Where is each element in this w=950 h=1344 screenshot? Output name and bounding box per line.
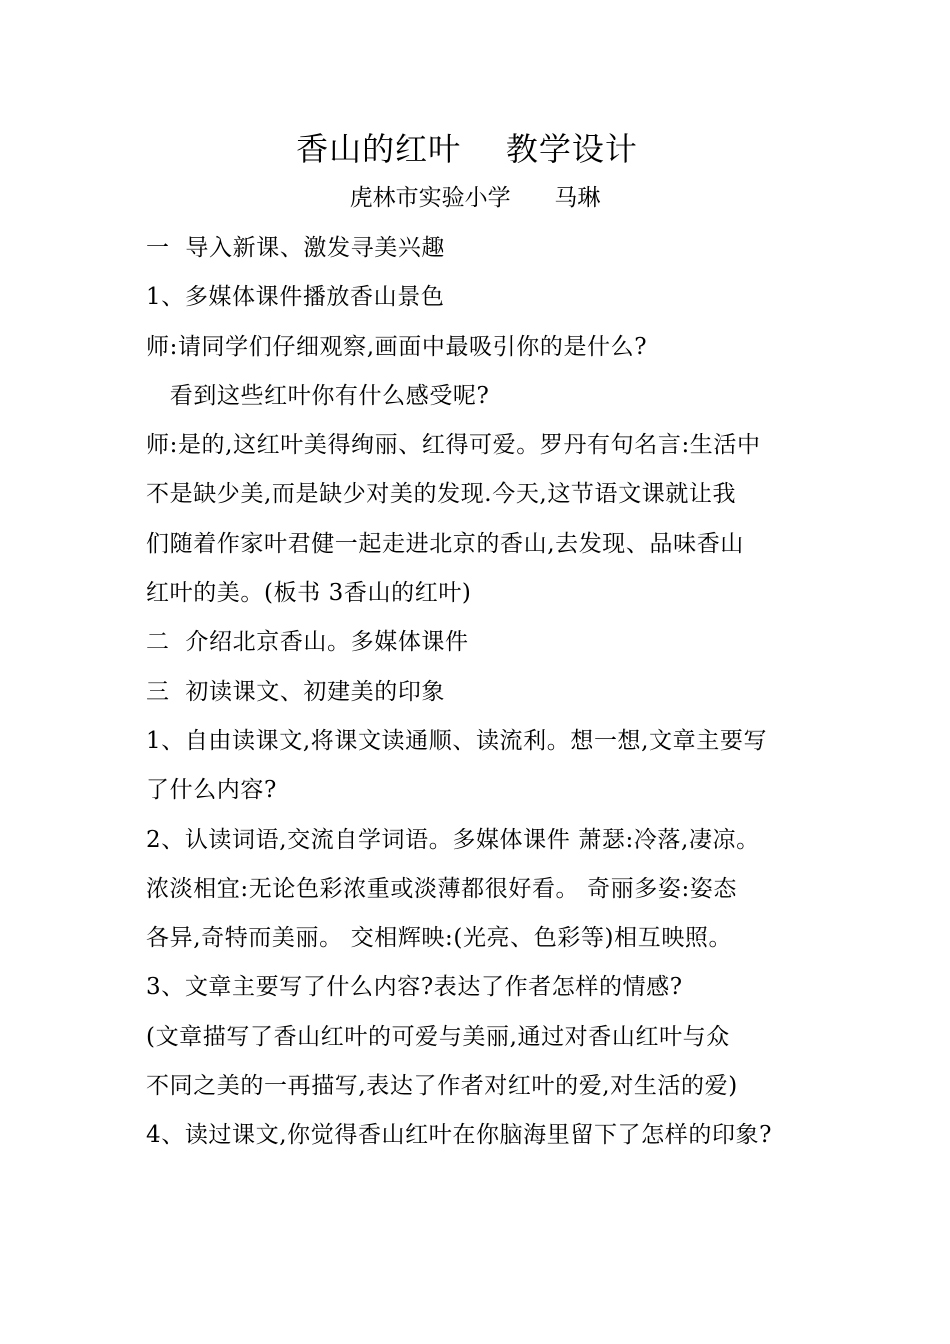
paragraph-line: 不同之美的一再描写,表达了作者对红叶的爱,对生活的爱) bbox=[146, 1073, 738, 1100]
document-body bbox=[146, 224, 826, 1161]
paragraph-line: 一 导入新课、激发寻美兴趣 bbox=[146, 235, 446, 261]
document-title: 香山的红叶 教学设计 bbox=[296, 130, 638, 168]
paragraph-line: 4、读过课文,你觉得香山红叶在你脑海里留下了怎样的印象? bbox=[146, 1122, 773, 1149]
paragraph-line: 们随着作家叶君健一起走进北京的香山,去发现、品味香山 bbox=[146, 530, 744, 557]
paragraph-line: 1、自由读课文,将课文读通顺、读流利。想一想,文章主要写 bbox=[146, 727, 768, 754]
paragraph-line: 师:请同学们仔细观察,画面中最吸引你的是什么? bbox=[146, 333, 648, 360]
paragraph-line: 红叶的美。(板书 3香山的红叶) bbox=[146, 580, 472, 607]
paragraph-line: 2、认读词语,交流自学词语。多媒体课件 萧瑟:冷落,凄凉。 bbox=[146, 826, 760, 853]
paragraph-line: 师:是的,这红叶美得绚丽、红得可爱。罗丹有句名言:生活中 bbox=[146, 432, 761, 459]
paragraph-line: 三 初读课文、初建美的印象 bbox=[146, 678, 446, 705]
paragraph-line: 了什么内容? bbox=[146, 777, 277, 804]
paragraph-line: 3、文章主要写了什么内容?表达了作者怎样的情感? bbox=[146, 974, 683, 1001]
document-subtitle: 虎林市实验小学 马琳 bbox=[349, 185, 601, 211]
paragraph-line: 浓淡相宜:无论色彩浓重或淡薄都很好看。 奇丽多姿:姿态 bbox=[146, 875, 738, 902]
paragraph-line: 各异,奇特而美丽。 交相辉映:(光亮、色彩等)相互映照。 bbox=[146, 925, 733, 952]
paragraph-line: 看到这些红叶你有什么感受呢? bbox=[146, 382, 490, 409]
paragraph-line: 1、多媒体课件播放香山景色 bbox=[146, 284, 445, 311]
paragraph-line: 不是缺少美,而是缺少对美的发现.今天,这节语文课就让我 bbox=[146, 481, 737, 508]
paragraph-line: (文章描写了香山红叶的可爱与美丽,通过对香山红叶与众 bbox=[146, 1023, 730, 1050]
paragraph-line: 二 介绍北京香山。多媒体课件 bbox=[146, 629, 469, 656]
